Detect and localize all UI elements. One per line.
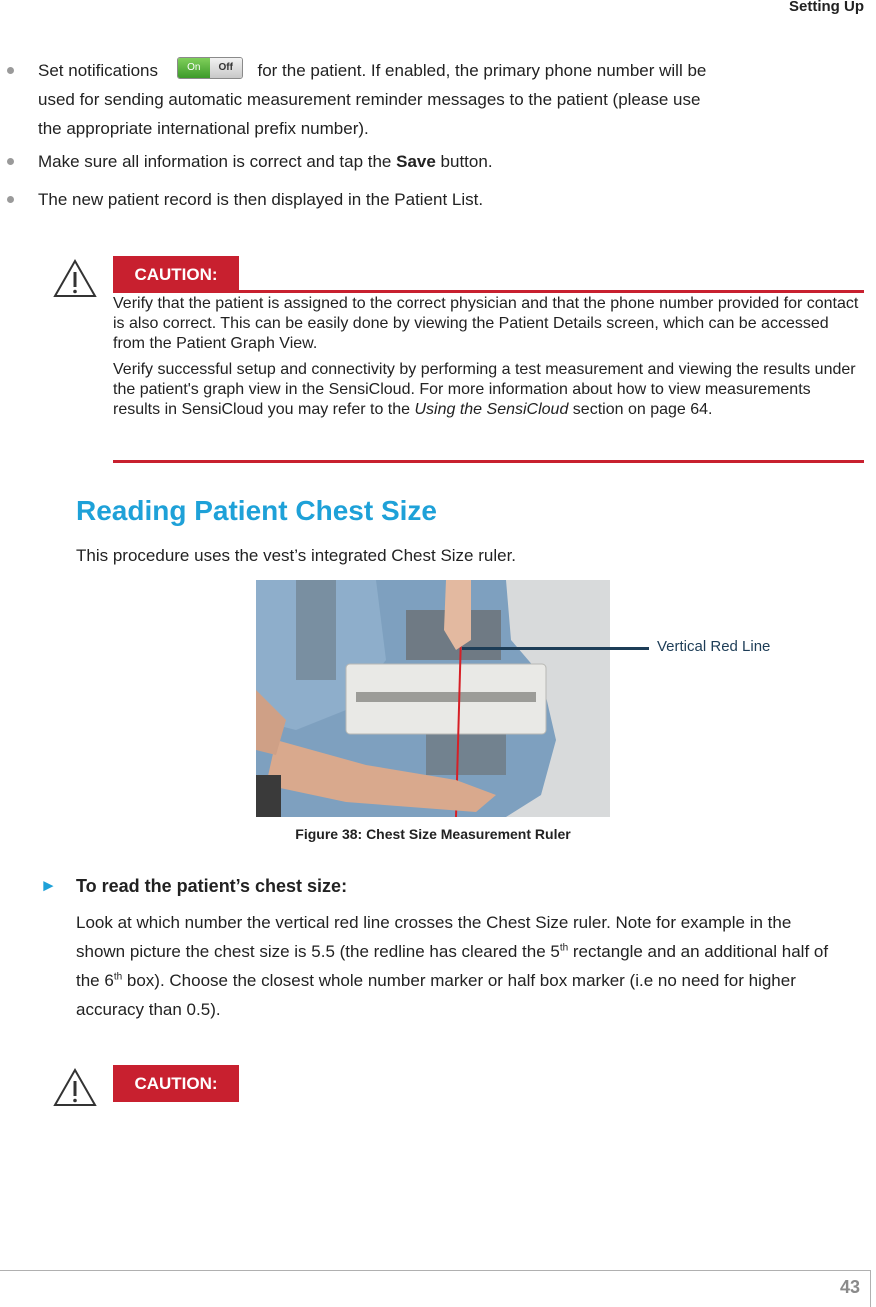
bullet-dot	[7, 196, 14, 203]
bullet-text: for the patient. If enabled, the primary phone number will be	[257, 61, 707, 80]
procedure-body: Look at which number the vertical red line crosses the Chest Size ruler. Note for example in the shown picture the chest size is 5.5 (the redline has cleared the 5th rectangle and an additional half of the 6th box). Choose the closest whole number marker or half box marker (i.e no need for higher accuracy than 0.5).	[76, 913, 829, 1019]
section-intro: This procedure uses the vest’s integrated Chest Size ruler.	[76, 546, 517, 565]
section-title: Reading Patient Chest Size	[76, 495, 437, 526]
figure-caption: Figure 38: Chest Size Measurement Ruler	[295, 826, 571, 842]
caution-paragraph: Verify successful setup and connectivity by performing a test measurement and viewing the results under the patient's graph view in the SensiCloud. For more information about how to view measurements results in SensiCloud you may refer to the Using the SensiCloud section on page 64.	[113, 361, 856, 418]
procedure-title: To read the patient’s chest size:	[76, 876, 348, 896]
bullet-dot	[7, 158, 14, 165]
bullet-patient-list	[38, 185, 838, 214]
page-footer	[0, 1270, 871, 1307]
bullet-text: used for sending automatic measurement reminder messages to the patient (please use	[38, 90, 701, 109]
caution-text	[113, 294, 861, 426]
caution-bottom-rule	[113, 460, 864, 463]
section-reference: Using the SensiCloud	[414, 401, 569, 418]
caution-paragraph: Verify that the patient is assigned to the correct physician and that the phone number provided for contact is also correct. This can be easily done by viewing the Patient Details screen, which can be accessed from the Patient Graph View.	[113, 295, 859, 352]
warning-triangle-icon	[53, 1067, 97, 1107]
bullet-text: Make sure all information is correct and tap the	[38, 152, 397, 171]
page-header-title: Setting Up	[789, 0, 864, 15]
callout-label: Vertical Red Line	[657, 638, 771, 655]
warning-triangle-icon	[53, 258, 97, 298]
bullet-notifications	[38, 56, 838, 143]
caution-top-rule	[113, 290, 864, 293]
bullet-text: the appropriate international prefix number).	[38, 119, 369, 138]
bullet-text: Set notifications	[38, 61, 159, 80]
caution-label: CAUTION:	[113, 256, 239, 293]
save-emphasis: Save	[396, 152, 436, 171]
bullet-dot	[7, 67, 14, 74]
toggle-on-label: On	[178, 58, 210, 78]
bullet-text: The new patient record is then displayed in the Patient List.	[38, 190, 484, 209]
vest-illustration	[256, 580, 610, 817]
bullet-save	[38, 147, 838, 176]
chest-size-ruler-photo	[256, 580, 610, 817]
callout-pointer-line	[462, 647, 649, 650]
toggle-off-label: Off	[210, 58, 242, 78]
notification-toggle	[177, 57, 243, 79]
caution-label: CAUTION:	[113, 1065, 239, 1102]
bullet-text: button.	[435, 152, 493, 171]
page-number: 43	[839, 1277, 860, 1297]
procedure-arrow-icon: ►	[40, 876, 57, 895]
